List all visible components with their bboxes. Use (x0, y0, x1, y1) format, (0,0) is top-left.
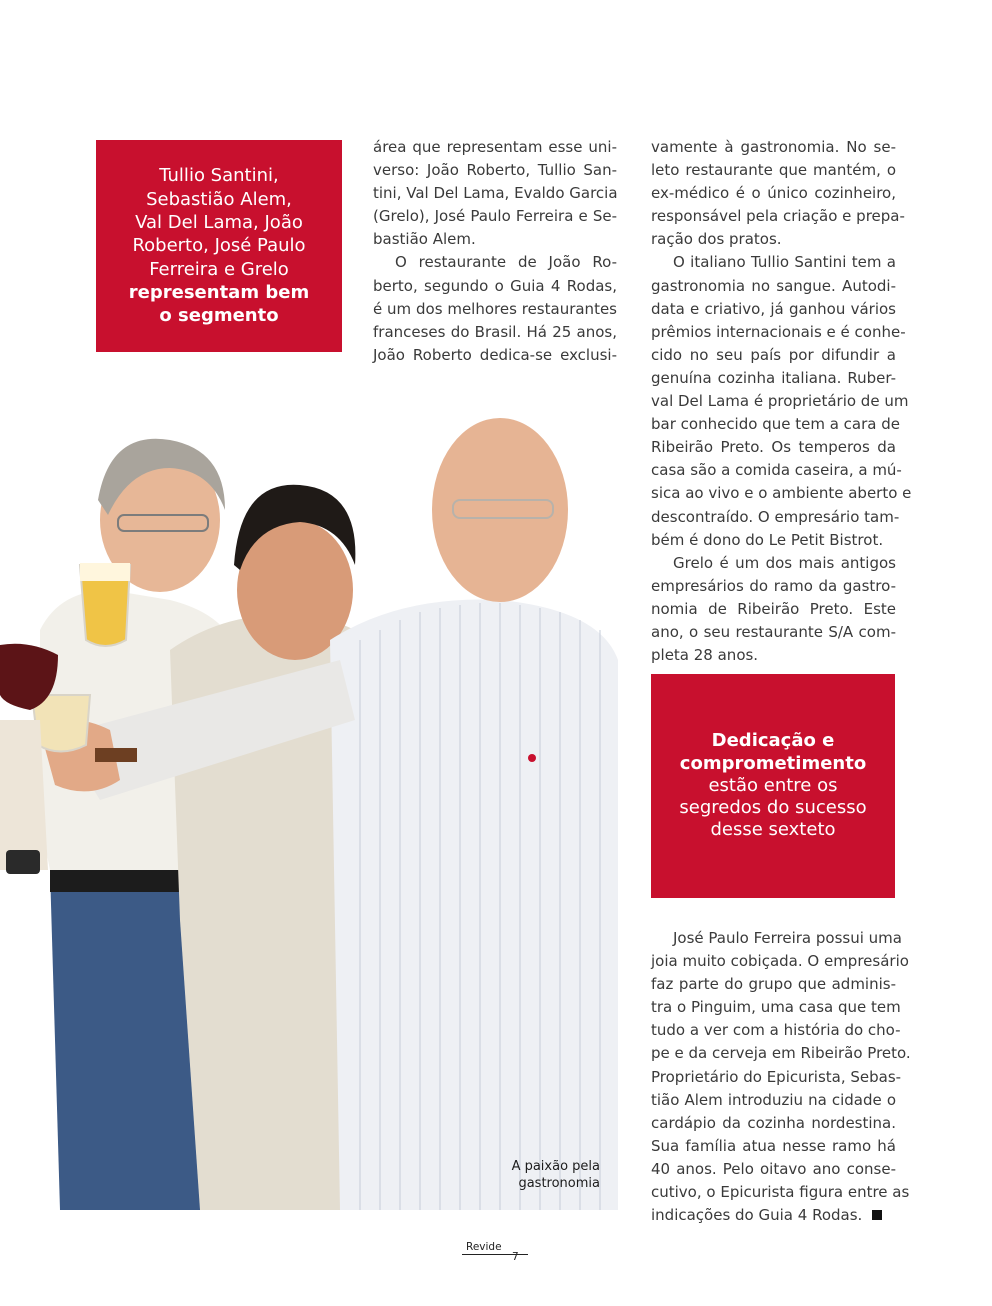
caption-line: A paixão pela (511, 1159, 600, 1174)
pull-quote-box-2 (651, 674, 895, 898)
body-text-line: descontraído. O empresário tam- (651, 507, 900, 526)
pull-quote-2-bold-line: Dedicação e (711, 730, 835, 752)
body-text-line: 40 anos. Pelo oitavo ano conse- (651, 1159, 896, 1178)
body-text-line: João Roberto dedica-se exclusi- (373, 345, 617, 364)
body-text-line: tra o Pinguim, uma casa que tem (651, 998, 901, 1017)
group-photo-illustration (0, 400, 620, 1210)
body-text-line: Proprietário do Epicurista, Sebas- (651, 1067, 902, 1086)
body-text-line: bar conhecido que tem a cara de (651, 415, 900, 434)
body-text-line (651, 1204, 896, 1227)
body-text-line: prêmios internacionais e é conhe- (651, 322, 906, 341)
body-text-line: bastião Alem. (373, 230, 476, 249)
body-text-line: José Paulo Ferreira possui uma (673, 929, 902, 947)
body-text-line: (Grelo), José Paulo Ferreira e Se- (373, 207, 617, 226)
body-text-line: genuína cozinha italiana. Ruber- (651, 368, 896, 387)
pull-quote-1-line: Val Del Lama, João (135, 212, 303, 234)
body-text-line: bém é dono do Le Petit Bistrot. (651, 530, 884, 549)
pull-quote-2-bold-line: comprometimento (679, 752, 867, 774)
body-text-line: é um dos melhores restaurantes (373, 299, 617, 318)
body-text-line: Ribeirão Preto. Os temperos da (651, 438, 896, 457)
body-text-line: O restaurante de João Ro- (395, 253, 617, 272)
article-column-middle (373, 136, 617, 367)
article-column-right-bottom (651, 927, 911, 1227)
body-text-line: tini, Val Del Lama, Evaldo Garcia (373, 184, 618, 203)
body-text-line: val Del Lama é proprietário de um (651, 392, 909, 411)
body-text-line: cardápio da cozinha nordestina. (651, 1113, 896, 1132)
article-end-mark-icon (872, 1210, 882, 1220)
page-number: 7 (512, 1251, 519, 1263)
pull-quote-1-line: Sebastião Alem, (146, 188, 292, 210)
body-text-line: tião Alem introduziu na cidade o (651, 1090, 896, 1109)
body-text-line: casa são a comida caseira, a mú- (651, 461, 902, 480)
body-text-line: faz parte do grupo que adminis- (651, 975, 896, 994)
body-text-line: vamente à gastronomia. No se- (651, 138, 896, 156)
body-text-line: nomia de Ribeirão Preto. Este (651, 599, 896, 618)
body-text-line: berto, segundo o Guia 4 Rodas, (373, 276, 617, 295)
body-text-line: Grelo é um dos mais antigos (673, 553, 896, 572)
body-text-line: verso: João Roberto, Tullio San- (373, 161, 617, 180)
photo-caption (470, 1158, 600, 1192)
pull-quote-1-line: Ferreira e Grelo (149, 258, 289, 280)
caption-line: gastronomia (518, 1176, 600, 1191)
body-text-line: tudo a ver com a história do cho- (651, 1021, 901, 1040)
body-text-line: franceses do Brasil. Há 25 anos, (373, 322, 617, 341)
body-text-line: ano, o seu restaurante S/A com- (651, 622, 896, 641)
body-text-last-phrase: indicações do Guia 4 Rodas. (651, 1206, 863, 1225)
body-text-line: Sua família atua nesse ramo há (651, 1136, 896, 1155)
body-text-line: O italiano Tullio Santini tem a (673, 253, 896, 272)
body-text-line: ex-médico é o único cozinheiro, (651, 184, 896, 203)
group-photo (0, 400, 620, 1210)
body-text-line: área que representam esse uni- (373, 138, 617, 156)
pull-quote-box-1 (96, 140, 342, 352)
body-text-line: cutivo, o Epicurista figura entre as (651, 1183, 910, 1202)
pull-quote-1-bold-line: representam bem (128, 281, 310, 303)
body-text-line: sica ao vivo e o ambiente aberto e (651, 484, 912, 503)
body-text-line: leto restaurante que mantém, o (651, 161, 896, 180)
page-footer (462, 1243, 532, 1265)
body-text-line: ração dos pratos. (651, 230, 782, 249)
body-text-line: pleta 28 anos. (651, 646, 759, 665)
body-text-line: pe e da cerveja em Ribeirão Preto. (651, 1044, 911, 1063)
pull-quote-2-line: desse sexteto (710, 819, 836, 841)
article-column-right-top (651, 136, 912, 667)
pull-quote-1-line: Tullio Santini, (159, 165, 279, 187)
pull-quote-1-bold-line: o segmento (159, 305, 279, 327)
pull-quote-2-line: segredos do sucesso (679, 797, 867, 819)
body-text-line: cido no seu país por difundir a (651, 345, 896, 364)
body-text-line: joia muito cobiçada. O empresário (651, 952, 909, 971)
magazine-name: Revide (466, 1241, 502, 1253)
pull-quote-2-line: estão entre os (708, 774, 838, 796)
body-text-line: empresários do ramo da gastro- (651, 576, 896, 595)
pull-quote-1-line: Roberto, José Paulo (132, 235, 306, 257)
body-text-line: data e criativo, já ganhou vários (651, 299, 896, 318)
body-text-line: gastronomia no sangue. Autodi- (651, 276, 896, 295)
body-text-line: responsável pela criação e prepa- (651, 207, 905, 226)
